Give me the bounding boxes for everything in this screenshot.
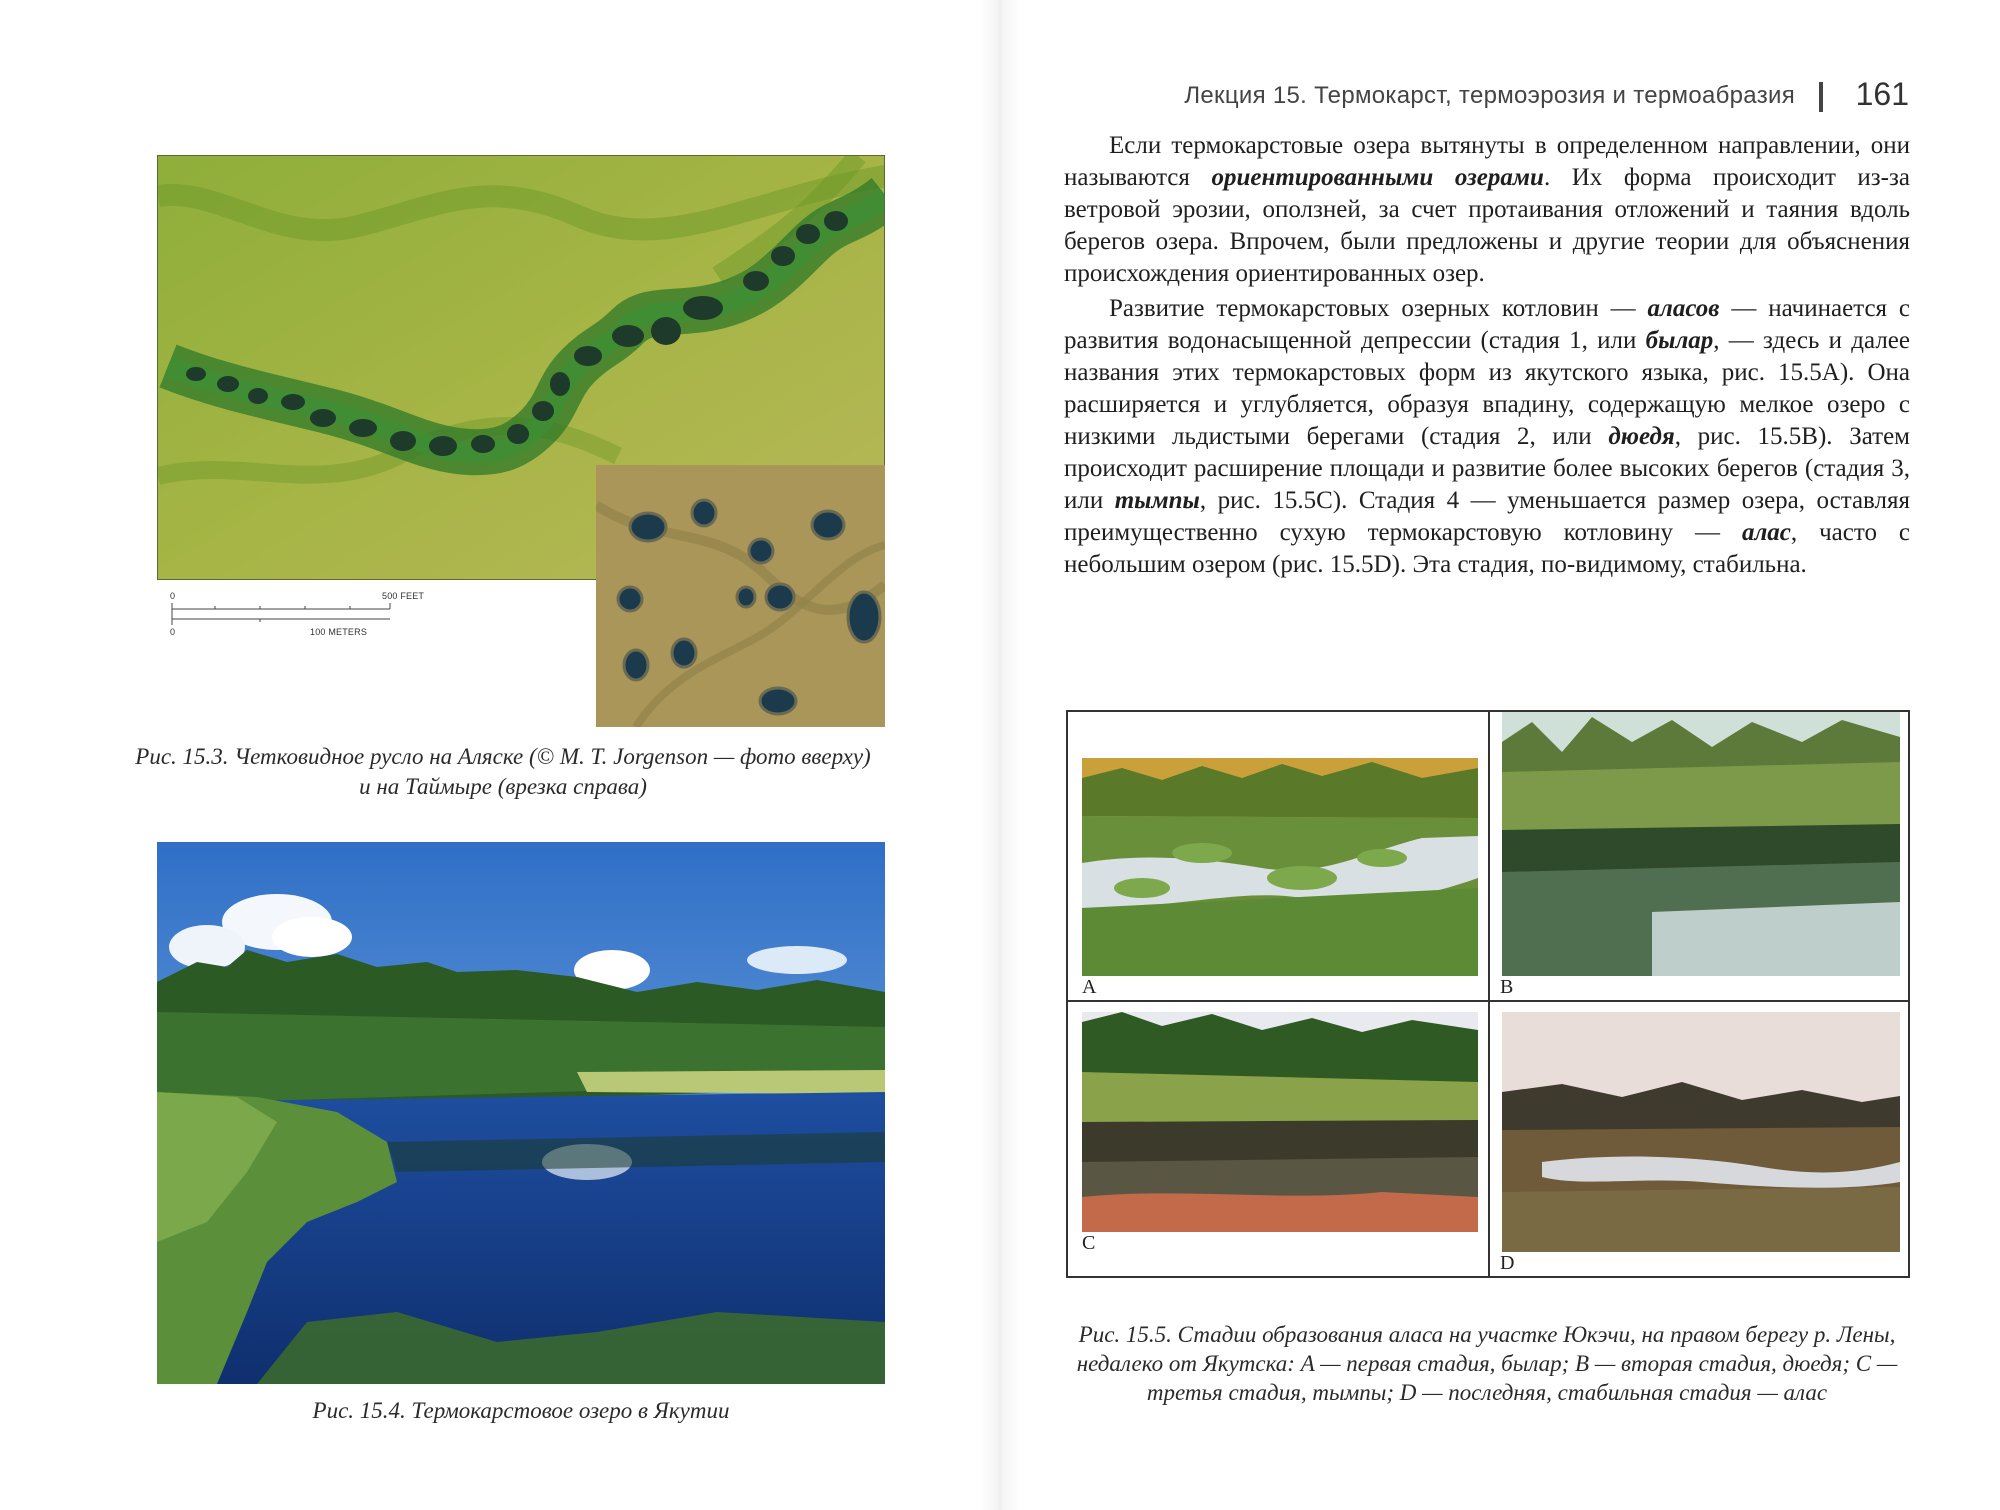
grid-divider-vertical (1488, 712, 1490, 1276)
term-alas-plural: аласов (1647, 295, 1720, 322)
scale-bottom-zero: 0 (170, 627, 176, 637)
term-tympy: тымпы (1114, 487, 1200, 514)
panel-c-photo (1082, 1012, 1478, 1232)
running-head-title: Лекция 15. Термокарст, термоэрозия и термоабразия (1184, 82, 1795, 109)
book-gutter (980, 0, 1020, 1510)
term-alas: алас (1741, 519, 1791, 546)
scale-feet-label: 500 FEET (382, 591, 425, 601)
scale-meters-label: 100 METERS (310, 627, 368, 637)
panel-d-photo (1502, 1012, 1900, 1252)
panel-d-label: D (1500, 1252, 1515, 1274)
panel-a-photo (1082, 758, 1478, 976)
figure-15-4-caption: Рис. 15.4. Термокарстовое озеро в Якутии (312, 1398, 730, 1423)
running-head-separator (1819, 82, 1823, 112)
figure-15-3-caption-line2: и на Таймыре (врезка справа) (359, 774, 647, 799)
panel-c-label: C (1082, 1232, 1096, 1254)
figure-15-3-caption-line1: Рис. 15.3. Четковидное русло на Аляске (© M. T. Jorgenson — фото вверху) (135, 744, 871, 769)
figure-15-5-caption: Рис. 15.5. Стадии образования аласа на участке Юкэчи, на правом берегу р. Лены, недалеко от Якутска: A — первая стадия, былар; B — вторая стадия, дюедя; C — третья стадия, тымпы; D — последняя, стабильная стадия — алас (1076, 1322, 1898, 1405)
panel-a-label: A (1082, 976, 1097, 998)
paragraph-alas-stages: Развитие термокарстовых озерных котловин — аласов — начинается с развития водонасыщенной депрессии (стадия 1, или былар, — здесь и далее названия этих термокарстовых форм из якутского языка, рис. 15.5A). Она расширяется и углубляется, образуя впадину, содержащую мелкое озеро с низкими льдистыми берегами (стадия 2, или дюедя, рис. 15.5B). Затем происходит расширение площади и развитие более высоких берегов (стадия 3, или тымпы, рис. 15.5C). Стадия 4 — уменьшается размер озера, оставляя преимущественно сухую термокарстовую котловину — алас, часто с небольшим озером (рис. 15.5D). Эта стадия, по-видимому, стабильна. (1064, 295, 1911, 578)
term-bylar: былар (1645, 327, 1714, 354)
figure-15-5-panel-grid (1066, 710, 1910, 1278)
page-number: 161 (1855, 76, 1909, 112)
panel-b-photo (1502, 712, 1900, 976)
grid-divider-horizontal (1068, 1000, 1908, 1002)
paragraph-oriented-lakes: Если термокарстовые озера вытянуты в определенном направлении, они называются ориентированными озерами. Их форма происходит из-за ветровой эрозии, оползней, за счет протаивания отложений и таяния вдоль берегов озера. Впрочем, были предложены и другие теории для объяснения происхождения ориентированных озер. (1064, 132, 1910, 287)
taimyr-inset-photo (596, 465, 885, 727)
scale-top-zero: 0 (170, 591, 176, 601)
term-dyuedya: дюедя (1608, 423, 1675, 450)
running-head (1184, 76, 1915, 116)
figure-15-3-scale-bar (160, 591, 430, 645)
body-text (1064, 130, 1910, 584)
figure-15-3-caption (108, 742, 898, 802)
panel-b-label: B (1500, 976, 1514, 998)
term-oriented-lakes: ориентированными озерами (1211, 164, 1544, 191)
figure-15-4-lake-photo (157, 842, 885, 1384)
scale-bar-graphic (160, 595, 430, 645)
